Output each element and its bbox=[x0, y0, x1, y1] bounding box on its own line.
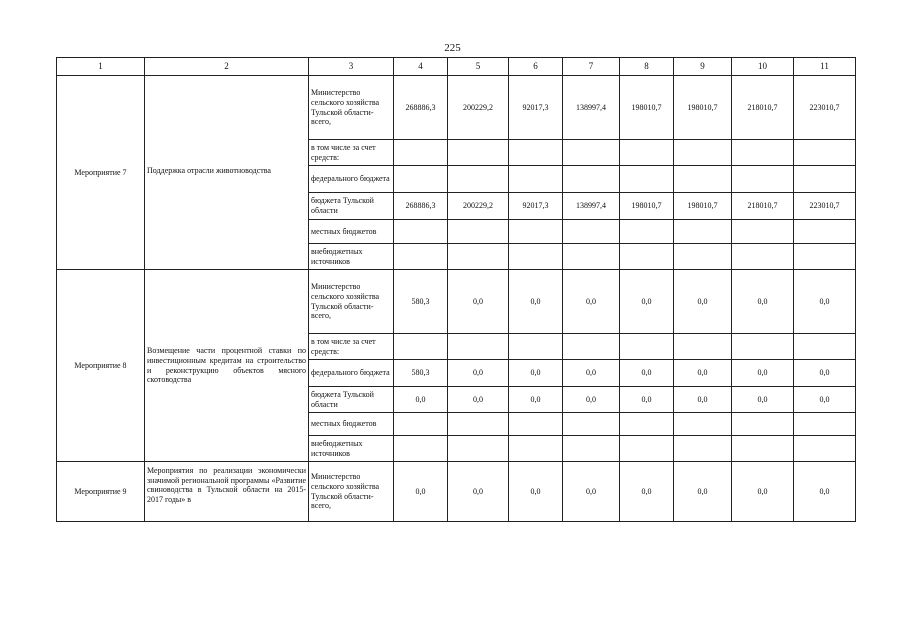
value-cell: 0,0 bbox=[794, 360, 856, 387]
column-header: 7 bbox=[563, 58, 620, 76]
value-cell bbox=[674, 244, 732, 270]
value-cell bbox=[794, 220, 856, 244]
measure-label: Мероприятие 9 bbox=[57, 462, 145, 522]
value-cell: 198010,7 bbox=[620, 76, 674, 140]
value-cell bbox=[674, 140, 732, 166]
value-cell bbox=[620, 140, 674, 166]
value-cell: 0,0 bbox=[563, 360, 620, 387]
measure-label: Мероприятие 8 bbox=[57, 270, 145, 462]
value-cell bbox=[563, 334, 620, 360]
value-cell: 0,0 bbox=[563, 270, 620, 334]
value-cell: 268886,3 bbox=[394, 193, 448, 220]
value-cell: 0,0 bbox=[674, 387, 732, 413]
value-cell: 0,0 bbox=[563, 462, 620, 522]
value-cell bbox=[394, 220, 448, 244]
value-cell bbox=[620, 244, 674, 270]
value-cell: 0,0 bbox=[732, 462, 794, 522]
column-header: 9 bbox=[674, 58, 732, 76]
value-cell bbox=[620, 413, 674, 436]
value-cell bbox=[794, 413, 856, 436]
funding-source: Министерство сельского хозяйства Тульской области-всего, bbox=[309, 462, 394, 522]
value-cell bbox=[620, 220, 674, 244]
value-cell bbox=[394, 436, 448, 462]
value-cell bbox=[448, 436, 509, 462]
value-cell bbox=[394, 140, 448, 166]
value-cell bbox=[448, 244, 509, 270]
column-header: 2 bbox=[145, 58, 309, 76]
value-cell: 0,0 bbox=[448, 387, 509, 413]
value-cell: 0,0 bbox=[394, 387, 448, 413]
value-cell: 223010,7 bbox=[794, 193, 856, 220]
table-row bbox=[57, 270, 856, 334]
value-cell bbox=[794, 140, 856, 166]
value-cell: 0,0 bbox=[732, 387, 794, 413]
value-cell bbox=[732, 436, 794, 462]
value-cell: 218010,7 bbox=[732, 76, 794, 140]
column-header: 8 bbox=[620, 58, 674, 76]
value-cell: 580,3 bbox=[394, 360, 448, 387]
value-cell: 0,0 bbox=[674, 462, 732, 522]
value-cell: 0,0 bbox=[794, 387, 856, 413]
value-cell bbox=[794, 166, 856, 193]
value-cell bbox=[732, 140, 794, 166]
value-cell: 0,0 bbox=[794, 462, 856, 522]
measure-description: Возмещение части процентной ставки по инвестиционным кредитам на строительство и реконструкцию объектов мясного скотоводства bbox=[145, 270, 309, 462]
value-cell: 0,0 bbox=[674, 270, 732, 334]
funding-source: местных бюджетов bbox=[309, 220, 394, 244]
value-cell: 0,0 bbox=[620, 360, 674, 387]
value-cell bbox=[509, 413, 563, 436]
value-cell bbox=[794, 436, 856, 462]
value-cell bbox=[509, 166, 563, 193]
table-row bbox=[57, 76, 856, 140]
value-cell: 198010,7 bbox=[620, 193, 674, 220]
funding-source: бюджета Тульской области bbox=[309, 387, 394, 413]
measure-description: Мероприятия по реализации экономически значимой региональной программы «Развитие свиноводства в Тульской области на 2015-2017 годы» в bbox=[145, 462, 309, 522]
value-cell: 198010,7 bbox=[674, 76, 732, 140]
column-header: 10 bbox=[732, 58, 794, 76]
value-cell bbox=[732, 244, 794, 270]
budget-table bbox=[56, 57, 856, 522]
value-cell bbox=[448, 334, 509, 360]
value-cell bbox=[509, 334, 563, 360]
value-cell bbox=[394, 334, 448, 360]
value-cell: 200229,2 bbox=[448, 76, 509, 140]
table-body bbox=[57, 58, 856, 522]
value-cell: 138997,4 bbox=[563, 76, 620, 140]
column-header: 6 bbox=[509, 58, 563, 76]
value-cell: 0,0 bbox=[732, 270, 794, 334]
value-cell bbox=[563, 436, 620, 462]
funding-source: Министерство сельского хозяйства Тульской области-всего, bbox=[309, 76, 394, 140]
value-cell: 0,0 bbox=[620, 462, 674, 522]
value-cell bbox=[732, 166, 794, 193]
value-cell: 0,0 bbox=[509, 387, 563, 413]
value-cell bbox=[620, 436, 674, 462]
value-cell bbox=[509, 140, 563, 166]
page-number: 225 bbox=[444, 42, 461, 54]
value-cell: 0,0 bbox=[509, 462, 563, 522]
value-cell: 200229,2 bbox=[448, 193, 509, 220]
value-cell bbox=[394, 413, 448, 436]
value-cell bbox=[794, 244, 856, 270]
column-header: 4 bbox=[394, 58, 448, 76]
funding-source: федерального бюджета bbox=[309, 360, 394, 387]
column-header: 5 bbox=[448, 58, 509, 76]
value-cell: 92017,3 bbox=[509, 193, 563, 220]
funding-source: местных бюджетов bbox=[309, 413, 394, 436]
funding-source: в том числе за счет средств: bbox=[309, 140, 394, 166]
value-cell: 0,0 bbox=[674, 360, 732, 387]
value-cell bbox=[509, 436, 563, 462]
measure-description: Поддержка отрасли животноводства bbox=[145, 76, 309, 270]
value-cell: 138997,4 bbox=[563, 193, 620, 220]
value-cell bbox=[563, 220, 620, 244]
value-cell: 580,3 bbox=[394, 270, 448, 334]
value-cell bbox=[620, 334, 674, 360]
value-cell bbox=[732, 220, 794, 244]
value-cell bbox=[563, 166, 620, 193]
value-cell: 198010,7 bbox=[674, 193, 732, 220]
table-row bbox=[57, 462, 856, 522]
value-cell: 0,0 bbox=[620, 387, 674, 413]
value-cell: 0,0 bbox=[509, 270, 563, 334]
value-cell: 0,0 bbox=[620, 270, 674, 334]
value-cell bbox=[732, 334, 794, 360]
value-cell bbox=[563, 413, 620, 436]
funding-source: внебюджетных источников bbox=[309, 436, 394, 462]
value-cell: 0,0 bbox=[732, 360, 794, 387]
value-cell: 0,0 bbox=[448, 360, 509, 387]
column-header: 1 bbox=[57, 58, 145, 76]
funding-source: внебюджетных источников bbox=[309, 244, 394, 270]
value-cell bbox=[674, 220, 732, 244]
value-cell bbox=[448, 220, 509, 244]
value-cell bbox=[448, 166, 509, 193]
value-cell bbox=[674, 436, 732, 462]
value-cell: 0,0 bbox=[448, 462, 509, 522]
column-header: 11 bbox=[794, 58, 856, 76]
value-cell: 0,0 bbox=[448, 270, 509, 334]
column-header: 3 bbox=[309, 58, 394, 76]
column-number-row bbox=[57, 58, 856, 76]
value-cell bbox=[509, 244, 563, 270]
funding-source: в том числе за счет средств: bbox=[309, 334, 394, 360]
value-cell bbox=[448, 140, 509, 166]
value-cell bbox=[674, 413, 732, 436]
value-cell bbox=[563, 244, 620, 270]
funding-source: федерального бюджета bbox=[309, 166, 394, 193]
funding-source: бюджета Тульской области bbox=[309, 193, 394, 220]
value-cell bbox=[732, 413, 794, 436]
value-cell: 0,0 bbox=[563, 387, 620, 413]
value-cell: 0,0 bbox=[394, 462, 448, 522]
funding-source: Министерство сельского хозяйства Тульской области-всего, bbox=[309, 270, 394, 334]
value-cell: 268886,3 bbox=[394, 76, 448, 140]
value-cell bbox=[674, 334, 732, 360]
measure-label: Мероприятие 7 bbox=[57, 76, 145, 270]
value-cell: 92017,3 bbox=[509, 76, 563, 140]
value-cell bbox=[509, 220, 563, 244]
value-cell bbox=[394, 244, 448, 270]
value-cell bbox=[394, 166, 448, 193]
value-cell bbox=[448, 413, 509, 436]
value-cell bbox=[620, 166, 674, 193]
value-cell: 218010,7 bbox=[732, 193, 794, 220]
value-cell: 0,0 bbox=[509, 360, 563, 387]
value-cell: 223010,7 bbox=[794, 76, 856, 140]
value-cell bbox=[674, 166, 732, 193]
value-cell: 0,0 bbox=[794, 270, 856, 334]
value-cell bbox=[563, 140, 620, 166]
value-cell bbox=[794, 334, 856, 360]
